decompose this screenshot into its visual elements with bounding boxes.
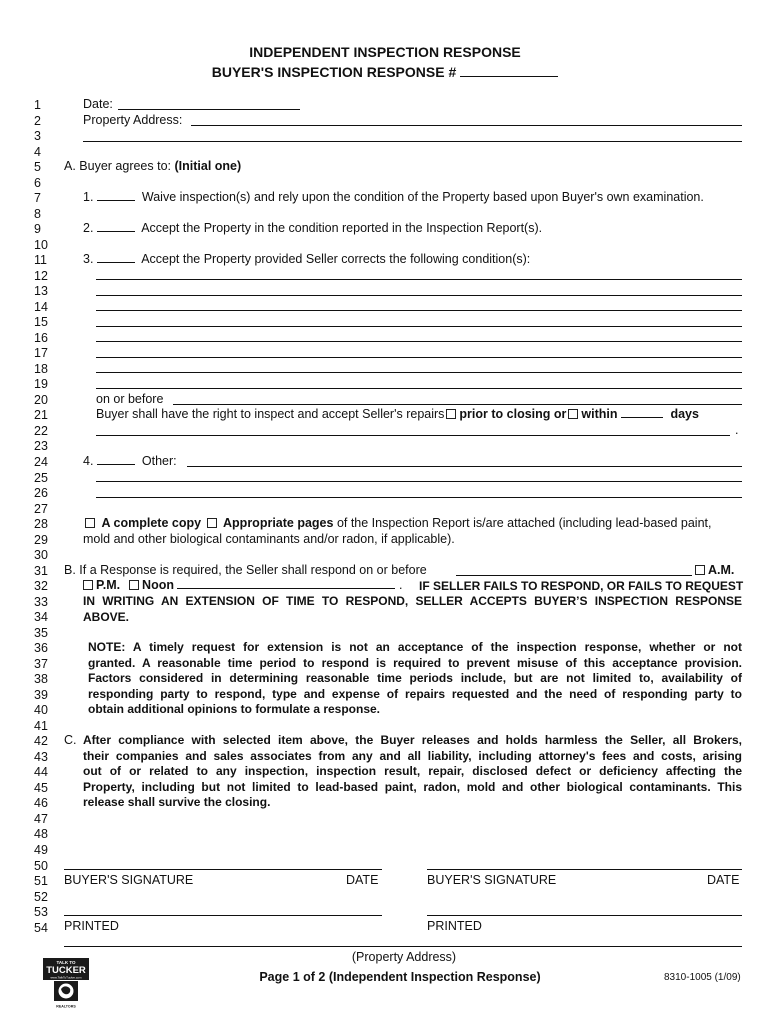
option-2	[83, 221, 542, 235]
form-title: INDEPENDENT INSPECTION RESPONSE	[249, 44, 521, 60]
line-number: 4	[34, 144, 41, 159]
attachments-line	[83, 516, 711, 530]
line-number: 33	[34, 594, 48, 609]
form-subtitle-text: BUYER'S INSPECTION RESPONSE #	[211, 64, 457, 80]
option-2-number: 2.	[83, 221, 94, 235]
date-field[interactable]	[118, 109, 300, 110]
line-number: 30	[34, 548, 48, 563]
line-number: 29	[34, 532, 48, 547]
release-line-5: release shall survive the closing.	[83, 795, 271, 809]
section-a-intro	[64, 159, 241, 173]
line-number: 28	[34, 517, 48, 531]
printed-right-field[interactable]	[427, 915, 742, 916]
other-field-26[interactable]	[96, 497, 742, 498]
complete-copy-label: A complete copy	[101, 516, 202, 530]
am-option	[695, 563, 734, 577]
line-number: 34	[34, 610, 48, 625]
option-4	[83, 454, 177, 468]
line-number: 15	[34, 315, 48, 330]
printed-left-field[interactable]	[64, 915, 382, 916]
line-number: 8	[34, 206, 41, 221]
line-number: 41	[34, 718, 48, 733]
noon-label: Noon	[142, 578, 174, 592]
option-2-text: Accept the Property in the condition reported in the Inspection Report(s).	[141, 221, 543, 235]
line-number: 9	[34, 222, 41, 237]
note-line-2: granted. A reasonable time period to respond is required to prevent misuse of this acceptance provision.	[88, 656, 742, 670]
line-number: 10	[34, 237, 48, 252]
note-line-3: Factors considered in determining reasonable time periods include, but are not limited to, availability of	[88, 671, 742, 685]
repairs-line	[96, 407, 699, 421]
buyer-signature-right-label: BUYER'S SIGNATURE	[427, 873, 557, 887]
buyer-signature-left-label: BUYER'S SIGNATURE	[64, 873, 194, 887]
line-number: 42	[34, 734, 48, 749]
line-number: 37	[34, 656, 48, 671]
line-number: 17	[34, 346, 48, 361]
line-number: 26	[34, 486, 48, 500]
line-number: 1	[34, 98, 41, 112]
option-3-text: Accept the Property provided Seller corrects the following condition(s):	[141, 252, 531, 266]
repairs-text: Buyer shall have the right to inspect and accept Seller's repairs	[96, 407, 445, 421]
line-number: 12	[34, 268, 48, 283]
line-number: 52	[34, 889, 48, 904]
option-3-number: 3.	[83, 252, 94, 266]
am-checkbox[interactable]	[695, 565, 705, 575]
other-field-25[interactable]	[96, 481, 742, 482]
line-number: 47	[34, 811, 48, 826]
section-a-intro-text: A. Buyer agrees to:	[64, 159, 172, 173]
line-number: 54	[34, 920, 48, 935]
release-line-3: out of or related to any inspection, inspection result, repair, disclosed defect or deficiency affecting the	[83, 764, 742, 778]
within-days-field[interactable]	[621, 407, 663, 418]
date-right-label: DATE	[707, 873, 740, 887]
caps-warning-2: IN WRITING AN EXTENSION OF TIME TO RESPOND, SELLER ACCEPTS BUYER’S INSPECTION RESPONSE	[83, 594, 742, 608]
option-1	[83, 190, 704, 204]
line-number: 5	[34, 160, 41, 175]
condition-line-12[interactable]	[96, 279, 742, 280]
footer-page-label: Page 1 of 2 (Independent Inspection Response)	[259, 970, 541, 984]
line-number: 38	[34, 672, 48, 687]
time-options	[83, 578, 402, 592]
line-number: 51	[34, 874, 48, 888]
line-number: 36	[34, 641, 48, 656]
logo-bottom-text: REALTORS	[56, 1004, 76, 1009]
condition-line-14[interactable]	[96, 310, 742, 311]
logo-main-text: TUCKER	[46, 965, 86, 976]
line-number: 22	[34, 423, 48, 438]
line-number: 23	[34, 439, 48, 454]
response-number-field[interactable]	[460, 65, 558, 77]
condition-line-15[interactable]	[96, 326, 742, 327]
noon-checkbox[interactable]	[129, 580, 139, 590]
form-subtitle	[0, 64, 770, 80]
release-line-1: After compliance with selected item above, the Buyer releases and holds harmless the Seller, all Brokers,	[83, 733, 742, 747]
line-number: 16	[34, 330, 48, 345]
prior-to-closing-checkbox[interactable]	[446, 409, 456, 419]
pm-label: P.M.	[96, 578, 121, 592]
line-number: 21	[34, 408, 48, 423]
on-or-before-field[interactable]	[173, 404, 742, 405]
caps-warning-3: ABOVE.	[83, 610, 130, 624]
line-number: 46	[34, 796, 48, 811]
line-number: 25	[34, 470, 48, 485]
option-3	[83, 252, 530, 266]
line-number: 7	[34, 191, 41, 206]
form-number: 8310-1005 (1/09)	[664, 972, 741, 983]
within-label: within	[581, 407, 618, 421]
property-address-field-2[interactable]	[83, 141, 742, 142]
line-number: 49	[34, 843, 48, 857]
line-number: 6	[34, 175, 41, 190]
appropriate-pages-checkbox[interactable]	[207, 518, 217, 528]
other-field-24[interactable]	[187, 466, 742, 467]
line-number: 35	[34, 625, 48, 640]
prior-to-closing-label: prior to closing or	[459, 407, 567, 421]
footer-property-address-label: (Property Address)	[351, 950, 457, 964]
release-line-2: their companies and sales associates from any and all liability, including attorney's fees and costs, arising	[83, 749, 742, 763]
option-3-initial-field[interactable]	[97, 252, 135, 263]
am-label: A.M.	[708, 563, 735, 577]
line-number: 39	[34, 687, 48, 702]
date-label: Date:	[83, 97, 113, 111]
section-b-intro: B. If a Response is required, the Seller shall respond on or before	[64, 563, 427, 577]
printed-left-label: PRINTED	[64, 919, 119, 933]
attachment-text-1: of the Inspection Report is/are attached (including lead-based paint,	[336, 516, 712, 530]
on-or-before-label: on or before	[96, 392, 164, 406]
line-number: 48	[34, 827, 48, 842]
response-time-field[interactable]	[177, 578, 395, 589]
complete-copy-checkbox[interactable]	[85, 518, 95, 528]
condition-line-19[interactable]	[96, 388, 742, 389]
footer-property-address-field[interactable]	[64, 946, 742, 947]
logo-top-text: TALK TO	[56, 960, 76, 965]
release-line-4: Property, including but not limited to lead-based paint, radon, mold and other biological contaminants. This	[83, 780, 742, 794]
line-number: 3	[34, 129, 41, 143]
within-days-checkbox[interactable]	[568, 409, 578, 419]
condition-line-17[interactable]	[96, 357, 742, 358]
condition-line-18[interactable]	[96, 372, 742, 373]
option-1-number: 1.	[83, 190, 94, 204]
line-number: 27	[34, 501, 48, 516]
note-line-5: obtain additional opinions to formulate a response.	[88, 702, 381, 716]
condition-line-13[interactable]	[96, 295, 742, 296]
appropriate-pages-label: Appropriate pages	[223, 516, 334, 530]
days-label: days	[670, 407, 699, 421]
option-4-initial-field[interactable]	[97, 454, 135, 465]
line-number: 13	[34, 284, 48, 299]
caps-warning-1: IF SELLER FAILS TO RESPOND, OR FAILS TO REQUEST	[419, 579, 744, 593]
attachment-text-2: mold and other biological contaminants and/or radon, if applicable).	[83, 532, 455, 546]
line-number: 31	[34, 563, 48, 578]
line-number: 45	[34, 780, 48, 795]
option-4-text: Other:	[141, 454, 177, 468]
response-period: .	[398, 578, 403, 592]
line-number: 32	[34, 579, 48, 594]
line-number: 43	[34, 749, 48, 764]
date-left-label: DATE	[346, 873, 379, 887]
line-number: 19	[34, 377, 48, 392]
property-address-label: Property Address:	[83, 113, 183, 127]
buyer-signature-right-field[interactable]	[427, 869, 742, 870]
repairs-extra-line[interactable]	[96, 435, 730, 436]
printed-right-label: PRINTED	[427, 919, 482, 933]
response-deadline-field[interactable]	[456, 575, 692, 576]
line-number: 11	[34, 253, 47, 268]
note-line-4: responding party to respond, type and expense of repairs requested and the need of responding party to	[88, 687, 742, 701]
note-line-1: NOTE: A timely request for extension is not an acceptance of the inspection response, whether or not	[88, 640, 742, 654]
logo-url-text: www.TalkToTucker.com	[50, 975, 82, 980]
option-2-initial-field[interactable]	[97, 221, 135, 232]
line-number: 18	[34, 361, 48, 376]
line-number: 20	[34, 392, 48, 407]
pm-checkbox[interactable]	[83, 580, 93, 590]
repairs-period: .	[735, 423, 739, 437]
option-4-number: 4.	[83, 454, 94, 468]
option-1-initial-field[interactable]	[97, 190, 135, 201]
property-address-field-1[interactable]	[191, 125, 742, 126]
line-number: 14	[34, 299, 48, 314]
line-number: 50	[34, 858, 48, 873]
line-number: 53	[34, 905, 48, 919]
line-number: 2	[34, 113, 41, 128]
initial-one-label: (Initial one)	[174, 159, 242, 173]
buyer-signature-left-field[interactable]	[64, 869, 382, 870]
line-number: 40	[34, 703, 48, 718]
section-c-label: C.	[64, 733, 77, 747]
talk-to-tucker-logo	[40, 958, 92, 1010]
condition-line-16[interactable]	[96, 341, 742, 342]
option-1-text: Waive inspection(s) and rely upon the condition of the Property based upon Buyer's own examination.	[141, 190, 704, 204]
line-number: 44	[34, 765, 48, 780]
line-number: 24	[34, 455, 48, 469]
